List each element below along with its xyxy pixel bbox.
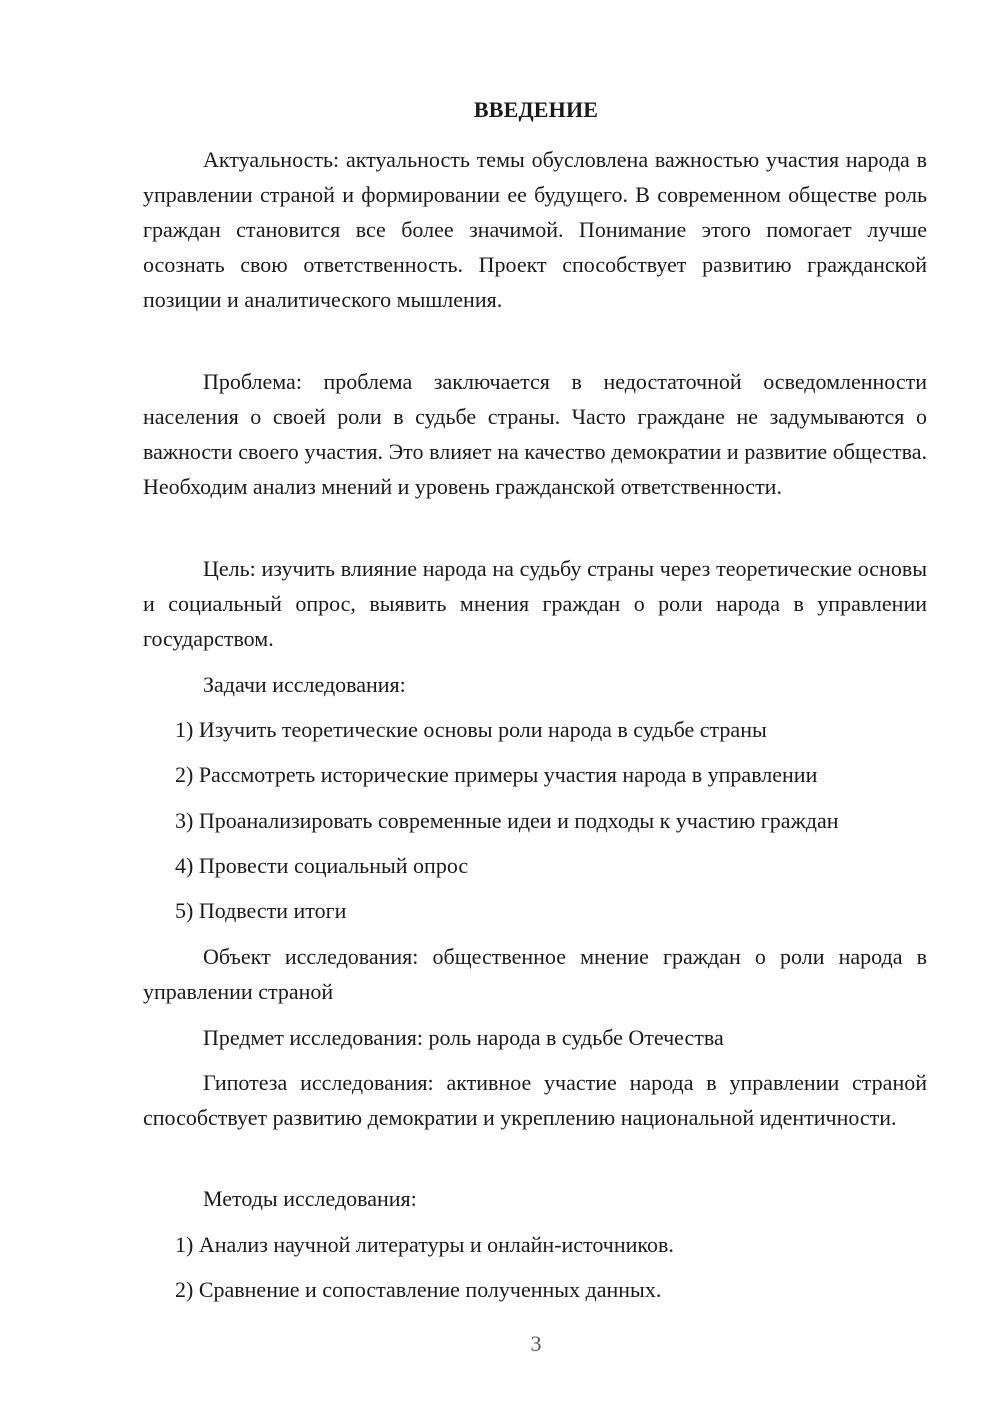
goal-paragraph: Цель: изучить влияние народа на судьбу страны через теоретические основы и социальный опрос, выявить мнения граждан о роли народа в управлении государством. [143, 556, 927, 651]
problem-paragraph: Проблема: проблема заключается в недостаточной осведомленности населения о своей роли в судьбе страны. Часто граждане не задумываются о важности своего участия. Это влияет на качество демократии и развитие общества. Необходим анализ мнений и уровень гражданской ответственности. [143, 369, 927, 499]
task-item: 4) Провести социальный опрос [175, 853, 469, 878]
task-item: 5) Подвести итоги [175, 898, 347, 923]
object-paragraph: Объект исследования: общественное мнение граждан о роли народа в управлении страной [143, 944, 927, 1004]
method-item: 2) Сравнение и сопоставление полученных данных. [175, 1277, 662, 1302]
task-item: 2) Рассмотреть исторические примеры участия народа в управлении [175, 762, 818, 787]
task-item: 1) Изучить теоретические основы роли народа в судьбе страны [175, 717, 767, 742]
tasks-heading: Задачи исследования: [203, 672, 406, 697]
methods-heading: Методы исследования: [203, 1186, 417, 1211]
method-item: 1) Анализ научной литературы и онлайн-источников. [175, 1232, 674, 1257]
task-item: 3) Проанализировать современные идеи и подходы к участию граждан [175, 808, 839, 833]
hypothesis-paragraph: Гипотеза исследования: активное участие народа в управлении страной способствует развитию демократии и укреплению национальной идентичности. [143, 1070, 927, 1130]
section-title: ВВЕДЕНИЕ [473, 97, 599, 122]
subject-paragraph: Предмет исследования: роль народа в судьбе Отечества [203, 1025, 724, 1050]
relevance-paragraph: Актуальность: актуальность темы обусловлена важностью участия народа в управлении страной и формировании ее будущего. В современном обществе роль граждан становится все более значимой. Понимание этого помогает лучше осознать свою ответственность. Проект способствует развитию гражданской позиции и аналитического мышления. [143, 147, 927, 312]
page-number: 3 [530, 1331, 542, 1356]
